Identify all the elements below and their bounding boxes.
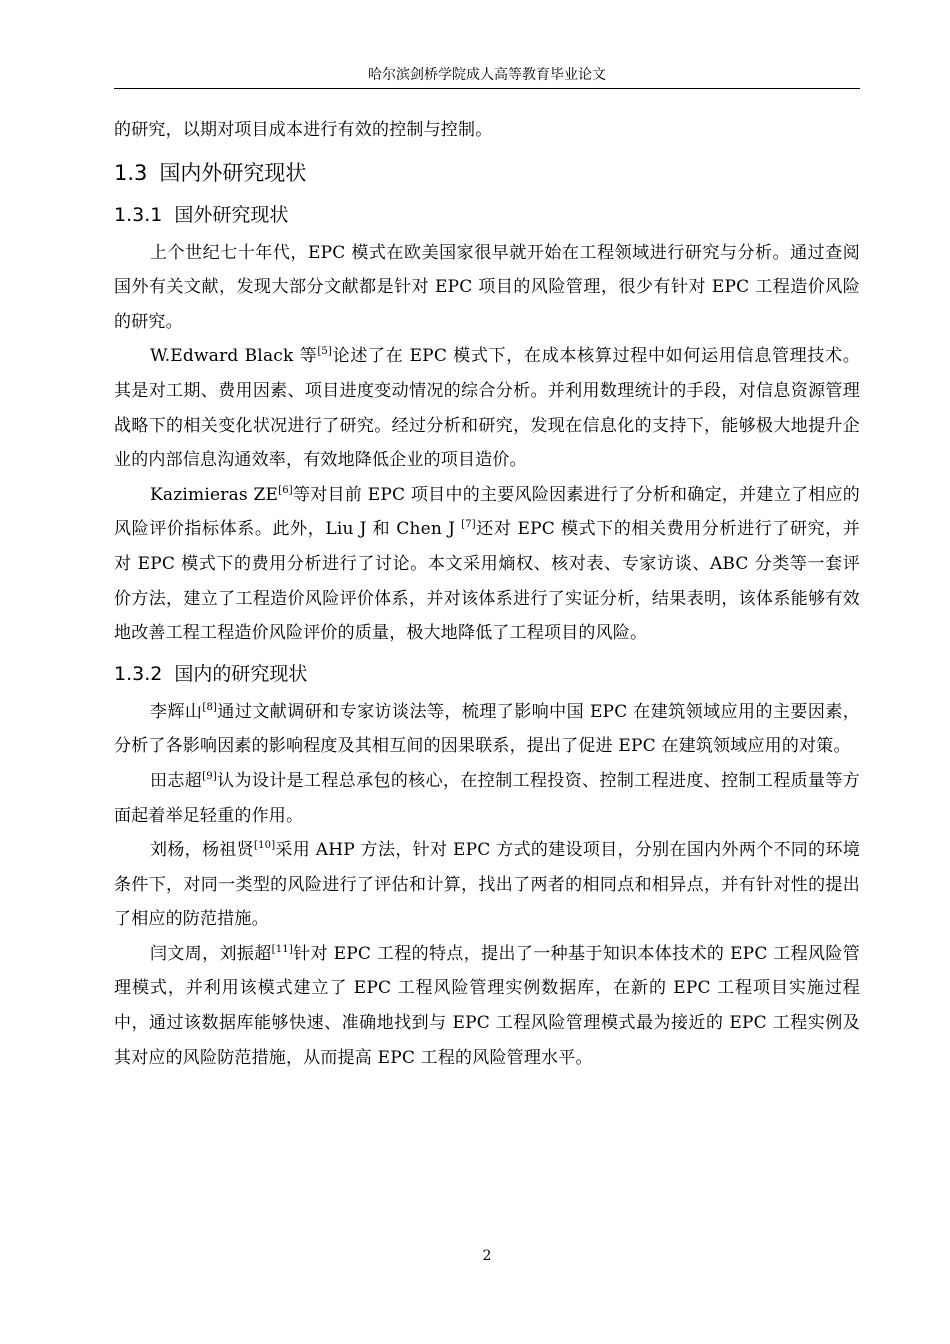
citation-ref: [11] xyxy=(271,943,293,955)
text-run: 通过文献调研和专家访谈法等，梳理了影响中国 EPC 在建筑领域应用的主要因素，分析了各影响因素的影响程度及其相互间的因果联系，提出了促进 EPC 在建筑领域应用的对策。 xyxy=(114,701,860,757)
text-run: 闫文周，刘振超 xyxy=(150,943,272,964)
subsection-title: 国内的研究现状 xyxy=(174,662,308,685)
text-run: 刘杨，杨祖贤 xyxy=(150,840,254,861)
text-run: 认为设计是工程总承包的核心，在控制工程投资、控制工程进度、控制工程质量等方面起着举足轻重的作用。 xyxy=(114,770,860,826)
section-number: 1.3 xyxy=(114,160,148,185)
citation-ref: [5] xyxy=(317,346,333,358)
citation-ref: [7] xyxy=(461,519,476,531)
subsection-number: 1.3.2 xyxy=(114,662,163,685)
citation-ref: [10] xyxy=(253,840,276,852)
paragraph xyxy=(114,833,860,937)
paragraph xyxy=(114,339,860,477)
paragraph xyxy=(114,695,860,764)
text-run: 田志超 xyxy=(150,770,203,791)
paragraph xyxy=(114,764,860,833)
subsection-number: 1.3.1 xyxy=(114,203,163,226)
paragraph xyxy=(114,937,860,1075)
text-run: 等对目前 EPC 项目中的主要风险因素进行了分析和确定，并建立了相应的风险评价指标体系。此外，Liu J 和 Chen J xyxy=(114,484,860,540)
text-run: 论述了在 EPC 模式下，在成本核算过程中如何运用信息管理技术。其是对工期、费用因素、项目进度变动情况的综合分析。并利用数理统计的手段，对信息资源管理战略下的相关变化状况进行了研究。经过分析和研究，发现在信息化的支持下，能够极大地提升企业的内部信息沟通效率，有效地降低企业的项目造价。 xyxy=(114,346,860,471)
text-run: W.Edward Black 等 xyxy=(150,346,318,367)
continuation-paragraph: 的研究，以期对项目成本进行有效的控制与控制。 xyxy=(114,120,493,140)
paragraph: 上个世纪七十年代，EPC 模式在欧美国家很早就开始在工程领域进行研究与分析。通过查阅国外有关文献，发现大部分文献都是针对 EPC 项目的风险管理，很少有针对 EPC 工程造价风险的研究。 xyxy=(114,242,860,332)
subsection-title: 国外研究现状 xyxy=(174,203,289,226)
paragraph xyxy=(114,478,860,651)
subsection-heading-1-3-1 xyxy=(114,196,860,234)
citation-ref: [9] xyxy=(202,770,217,782)
section-heading-1-3 xyxy=(114,154,860,192)
text-run: 采用 AHP 方法，针对 EPC 方式的建设项目，分别在国内外两个不同的环境条件下，对同一类型的风险进行了评估和计算，找出了两者的相同点和相异点，并有针对性的提出了相应的防范措施。 xyxy=(114,840,860,930)
header-rule xyxy=(114,88,860,89)
citation-ref: [8] xyxy=(202,701,218,713)
page-body xyxy=(114,113,860,1075)
subsection-heading-1-3-2 xyxy=(114,655,860,693)
text-run: 李辉山 xyxy=(150,701,203,722)
section-title: 国内外研究现状 xyxy=(159,160,307,185)
running-header: 哈尔滨剑桥学院成人高等教育毕业论文 xyxy=(368,67,606,83)
text-run: 针对 EPC 工程的特点，提出了一种基于知识本体技术的 EPC 工程风险管理模式，并利用该模式建立了 EPC 工程风险管理实例数据库，在新的 EPC 工程项目实施过程中，通过该数据库能够快速、准确地找到与 EPC 工程风险管理模式最为接近的 EPC 工程实例及其对应的风险防范措施，从而提高 EPC 工程的风险管理水平。 xyxy=(114,943,860,1068)
page-number: 2 xyxy=(482,1248,492,1264)
text-run: Kazimieras ZE xyxy=(150,484,279,505)
citation-ref: [6] xyxy=(278,484,293,496)
text-run: 还对 EPC 模式下的相关费用分析进行了研究，并对 EPC 模式下的费用分析进行了讨论。本文采用熵权、核对表、专家访谈、ABC 分类等一套评价方法，建立了工程造价风险评价体系，并对该体系进行了实证分析，结果表明，该体系能够有效地改善工程工程造价风险评价的质量，极大地降低了工程项目的风险。 xyxy=(114,519,860,644)
